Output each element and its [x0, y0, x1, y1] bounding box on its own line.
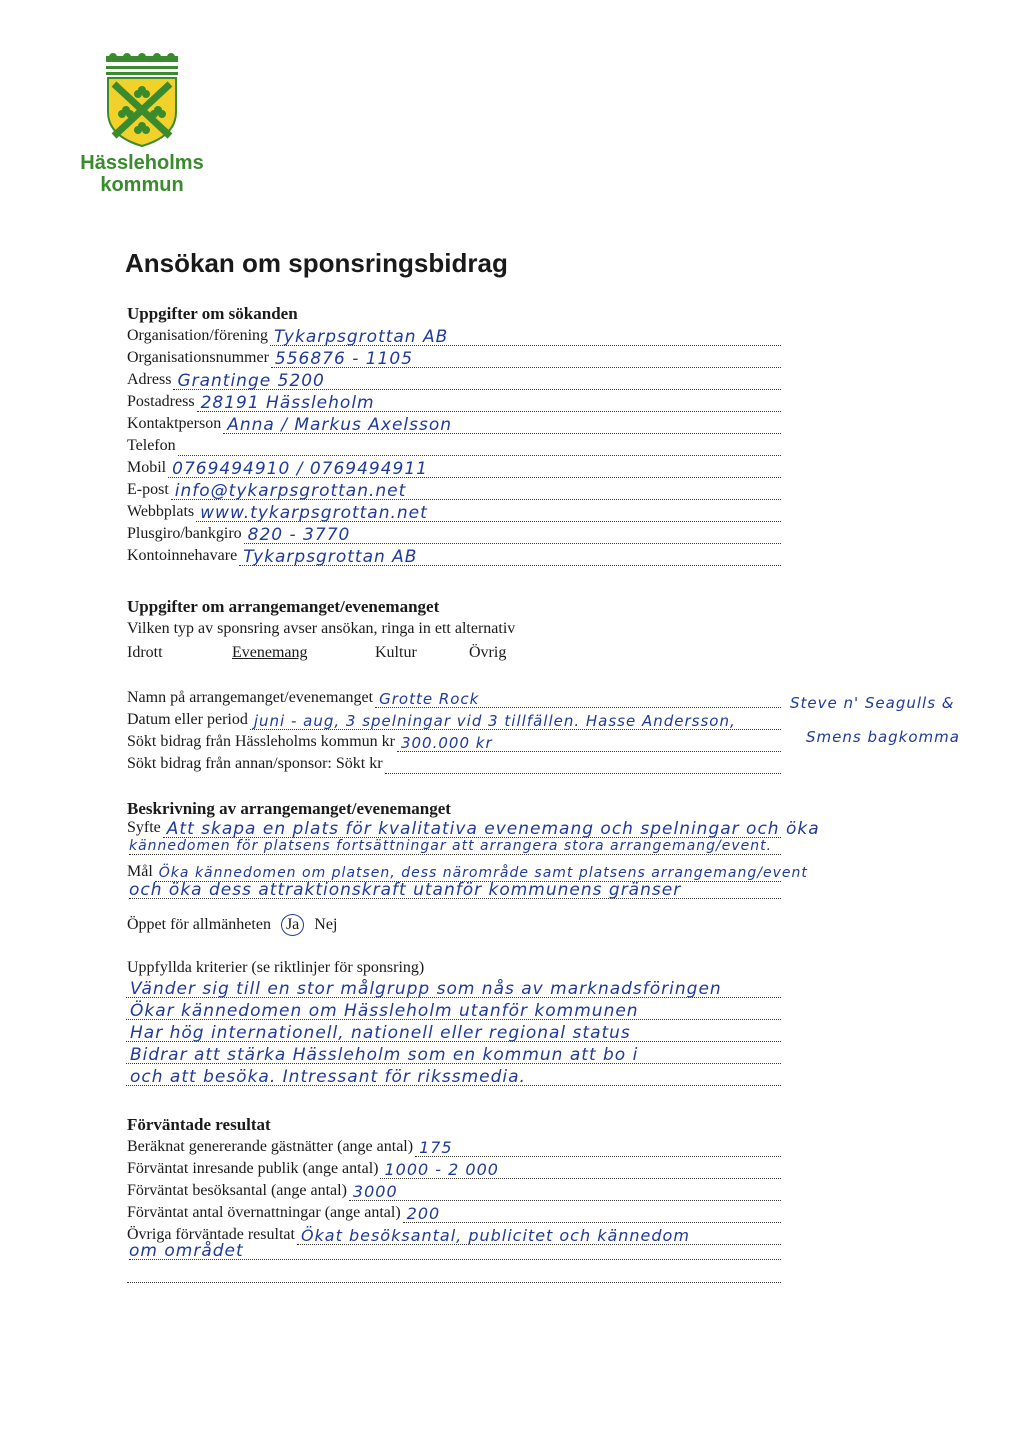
field-label: Förväntat antal övernattningar (ange antal) — [127, 1204, 401, 1221]
field-value: Grotte Rock — [379, 690, 480, 708]
open-yes-option[interactable]: Ja — [281, 914, 304, 936]
field-value: Tykarpsgrottan AB — [243, 547, 418, 567]
field-value: 28191 Hässleholm — [200, 393, 375, 413]
field-value: www.tykarpsgrottan.net — [200, 503, 428, 523]
field-label: Telefon — [127, 437, 176, 454]
field-value: 175 — [419, 1138, 453, 1157]
criteria-field[interactable] — [126, 1001, 781, 1021]
criteria-lines — [120, 976, 781, 1086]
form-row — [127, 500, 781, 522]
criteria-value: och att besöka. Intressant för rikssmedia. — [130, 1067, 526, 1087]
field-label: Adress — [127, 371, 172, 388]
field-label: Mobil — [127, 459, 167, 476]
form-row — [127, 478, 781, 500]
form-row — [127, 434, 781, 456]
results-extra-value: om området — [129, 1241, 244, 1261]
field-value: 300.000 kr — [400, 734, 493, 752]
field-input[interactable] — [244, 525, 781, 545]
field-value: 820 - 3770 — [247, 525, 351, 545]
field-input[interactable] — [397, 734, 781, 752]
purpose-row — [127, 818, 820, 839]
form-row — [127, 686, 781, 708]
criteria-field[interactable] — [126, 979, 781, 999]
option-evenemang[interactable]: Evenemang — [232, 644, 308, 661]
form-row — [127, 456, 781, 478]
criteria-field[interactable] — [126, 1045, 781, 1065]
field-input[interactable] — [197, 393, 781, 413]
margin-note-1: Steve n' Seagulls & — [790, 694, 955, 712]
form-row — [127, 412, 781, 434]
field-value: Anna / Markus Axelsson — [227, 415, 453, 435]
purpose-label: Syfte — [127, 819, 161, 836]
form-row — [127, 730, 781, 752]
field-label: Plusgiro/bankgiro — [127, 525, 242, 542]
field-label: Postadress — [127, 393, 195, 410]
open-to-public-label: Öppet för allmänheten — [127, 916, 271, 933]
goal-row-2 — [127, 880, 781, 900]
purpose-value-1: Att skapa en plats för kvalitativa evenemang och spelningar och öka — [166, 819, 820, 839]
field-input[interactable] — [375, 690, 781, 708]
field-label: Kontaktperson — [127, 415, 222, 432]
field-label: Namn på arrangemanget/evenemanget — [127, 689, 374, 706]
results-extra-row — [127, 1241, 781, 1261]
field-label: Förväntat besöksantal (ange antal) — [127, 1182, 347, 1199]
criteria-line — [120, 1020, 781, 1042]
form-row — [127, 346, 781, 368]
criteria-field[interactable] — [126, 1067, 781, 1087]
field-input[interactable] — [168, 459, 781, 479]
field-value: juni - aug, 3 spelningar vid 3 tillfällen. Hasse Andersson, — [253, 712, 736, 730]
form-row — [127, 522, 781, 544]
page-title: Ansökan om sponsringsbidrag — [125, 248, 508, 278]
field-label: Datum eller period — [127, 711, 248, 728]
field-input[interactable] — [297, 1226, 781, 1245]
field-input[interactable] — [349, 1182, 781, 1201]
results-extra-field[interactable] — [129, 1241, 781, 1261]
goal-value-2: och öka dess attraktionskraft utanför kommunens gränser — [129, 880, 682, 900]
field-value: 556876 - 1105 — [274, 349, 414, 369]
field-input[interactable] — [178, 441, 781, 456]
criteria-line — [120, 1042, 781, 1064]
form-row — [127, 368, 781, 390]
field-value: 1000 - 2 000 — [384, 1160, 499, 1179]
field-label: E-post — [127, 481, 169, 498]
field-label: Organisation/förening — [127, 327, 269, 344]
field-input[interactable] — [250, 712, 781, 730]
field-input[interactable] — [385, 759, 781, 774]
event-heading: Uppgifter om arrangemanget/evenemanget — [127, 597, 440, 616]
field-label: Förväntat inresande publik (ange antal) — [127, 1160, 379, 1177]
criteria-value: Bidrar att stärka Hässleholm som en kommun att bo i — [130, 1045, 639, 1065]
field-value: Ökat besöksantal, publicitet och kännedom — [300, 1226, 690, 1245]
event-fields — [127, 686, 781, 774]
field-input[interactable] — [196, 503, 781, 523]
field-label: Sökt bidrag från annan/sponsor: Sökt kr — [127, 755, 383, 772]
criteria-value: Vänder sig till en stor målgrupp som nås av marknadsföringen — [130, 979, 722, 999]
field-label: Webbplats — [127, 503, 195, 520]
applicant-heading: Uppgifter om sökanden — [127, 304, 298, 323]
form-row — [127, 324, 781, 346]
margin-note-2: Smens bagkomma — [806, 728, 960, 746]
field-label: Kontoinnehavare — [127, 547, 238, 564]
field-label: Övriga förväntade resultat — [127, 1226, 295, 1243]
form-row — [127, 1201, 781, 1223]
field-value: Grantinge 5200 — [177, 371, 325, 391]
field-input[interactable] — [171, 481, 781, 501]
field-label: Sökt bidrag från Hässleholms kommun kr — [127, 733, 395, 750]
option-ovrig[interactable]: Övrig — [469, 644, 507, 661]
field-label: Organisationsnummer — [127, 349, 269, 366]
criteria-line — [120, 998, 781, 1020]
goal-field-2[interactable] — [129, 880, 781, 900]
field-value: 0769494910 / 0769494911 — [172, 459, 428, 479]
field-input[interactable] — [271, 349, 781, 369]
goal-row — [127, 862, 808, 882]
applicant-fields — [127, 324, 781, 566]
brand-line-2: kommun — [100, 174, 184, 196]
goal-value-1: Öka kännedomen om platsen, dess närområde samt platsens arrangemang/event — [158, 865, 808, 881]
form-row — [127, 1135, 781, 1157]
field-label: Beräknat genererande gästnätter (ange antal) — [127, 1138, 414, 1155]
option-kultur[interactable]: Kultur — [375, 644, 417, 661]
field-input[interactable] — [403, 1204, 781, 1223]
form-row — [127, 1157, 781, 1179]
results-blank-line[interactable] — [127, 1268, 781, 1283]
purpose-value-2: kännedomen för platsens fortsättningar att arrangera stora arrangemang/event. — [129, 838, 773, 854]
criteria-field[interactable] — [126, 1023, 781, 1043]
hassleholm-coat-of-arms-icon — [104, 52, 180, 148]
field-input[interactable] — [223, 415, 781, 435]
sponsorship-type-question: Vilken typ av sponsring avser ansökan, ringa in ett alternativ — [127, 620, 516, 637]
description-heading: Beskrivning av arrangemanget/evenemanget — [127, 799, 451, 818]
field-input[interactable] — [380, 1160, 781, 1179]
field-input[interactable] — [415, 1138, 781, 1157]
field-input[interactable] — [270, 327, 781, 347]
criteria-value: Ökar kännedomen om Hässleholm utanför kommunen — [130, 1001, 639, 1021]
form-row — [127, 544, 781, 566]
field-value: info@tykarpsgrottan.net — [174, 481, 407, 501]
form-row — [127, 1179, 781, 1201]
brand-line-1: Hässleholms — [80, 152, 204, 174]
form-row — [127, 752, 781, 774]
form-row — [127, 708, 781, 730]
option-idrott[interactable]: Idrott — [127, 644, 163, 661]
criteria-label: Uppfyllda kriterier (se riktlinjer för sponsring) — [127, 959, 425, 976]
brand-name — [62, 152, 222, 196]
results-heading: Förväntade resultat — [127, 1115, 271, 1134]
field-value: Tykarpsgrottan AB — [274, 327, 449, 347]
criteria-value: Har hög internationell, nationell eller regional status — [130, 1023, 631, 1043]
purpose-field-2[interactable] — [129, 840, 781, 855]
criteria-line — [120, 976, 781, 998]
field-input[interactable] — [239, 547, 781, 567]
goal-label: Mål — [127, 863, 153, 880]
results-fields — [127, 1135, 781, 1245]
field-value: 200 — [406, 1204, 441, 1223]
field-value: 3000 — [352, 1182, 398, 1201]
open-to-public-row — [127, 914, 337, 936]
form-row — [127, 390, 781, 412]
open-no-option[interactable]: Nej — [314, 916, 338, 933]
field-input[interactable] — [173, 371, 781, 391]
purpose-row-2 — [127, 840, 781, 855]
criteria-line — [120, 1064, 781, 1086]
